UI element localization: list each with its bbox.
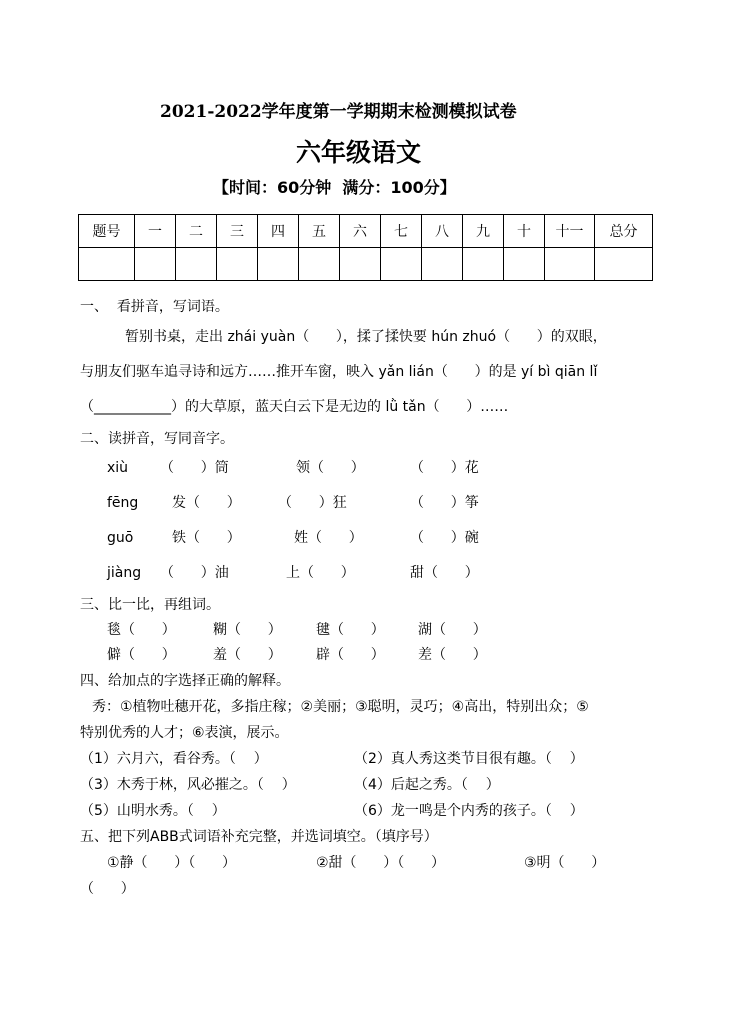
- score-header-cell: 二: [176, 215, 217, 248]
- score-cell[interactable]: [299, 248, 340, 281]
- score-header-cell: 十: [504, 215, 545, 248]
- q4-definition-1: 秀：①植物吐穗开花，多指庄稼；②美丽；③聪明，灵巧；④高出，特别出众；⑤: [92, 699, 589, 715]
- q2-blank[interactable]: 甜（ ）: [410, 565, 479, 581]
- q3-item[interactable]: 辟（ ）: [316, 647, 385, 663]
- q5-continuation[interactable]: （ ）: [80, 881, 135, 897]
- score-header-cell: 五: [299, 215, 340, 248]
- q1-line-1: 暂别书桌，走出 zhái yuàn（ ），揉了揉快要 hún zhuó（ ）的双眼，: [125, 329, 607, 345]
- q3-item[interactable]: 僻（ ）: [107, 647, 176, 663]
- exam-title: 2021-2022学年度第一学期期末检测模拟试卷: [160, 102, 517, 122]
- q2-pinyin: guō: [107, 530, 134, 546]
- q4-item[interactable]: （6）龙一鸣是个内秀的孩子。（ ）: [354, 803, 584, 819]
- score-cell[interactable]: [463, 248, 504, 281]
- q3-title: 三、比一比，再组词。: [80, 597, 220, 613]
- score-cell[interactable]: [176, 248, 217, 281]
- q3-item[interactable]: 毯（ ）: [107, 622, 176, 638]
- q2-pinyin: jiàng: [107, 565, 142, 581]
- q3-item[interactable]: 毽（ ）: [316, 622, 385, 638]
- score-table-header-row: [79, 215, 653, 248]
- q1-line-2: 与朋友们驱车追寻诗和远方……推开车窗，映入 yǎn lián（ ）的是 yí bì qiān lǐ: [80, 364, 598, 380]
- q4-title: 四、给加点的字选择正确的解释。: [80, 673, 290, 689]
- q1-title: 一、 看拼音，写词语。: [80, 299, 229, 315]
- score-cell[interactable]: [504, 248, 545, 281]
- score-cell[interactable]: [381, 248, 422, 281]
- q2-blank[interactable]: 领（ ）: [296, 460, 365, 476]
- q5-item[interactable]: ③明（ ）: [524, 855, 606, 871]
- q2-blank[interactable]: （ ）筝: [410, 495, 479, 511]
- score-header-cell: 题号: [79, 215, 135, 248]
- q2-blank[interactable]: （ ）花: [410, 460, 479, 476]
- q2-blank[interactable]: （ ）碗: [410, 530, 479, 546]
- score-header-cell: 十一: [545, 215, 595, 248]
- q4-definition-2: 特别优秀的人才；⑥表演，展示。: [80, 725, 289, 741]
- q4-item[interactable]: （1）六月六，看谷秀。（ ）: [80, 751, 268, 767]
- q4-item[interactable]: （4）后起之秀。（ ）: [354, 777, 500, 793]
- exam-subtitle: 六年级语文: [296, 138, 422, 167]
- q2-blank[interactable]: 铁（ ）: [172, 530, 241, 546]
- q2-blank[interactable]: 上（ ）: [286, 565, 355, 581]
- q2-blank[interactable]: （ ）狂: [278, 495, 347, 511]
- score-header-cell: 三: [217, 215, 258, 248]
- q3-item[interactable]: 糊（ ）: [213, 622, 282, 638]
- score-header-cell: 一: [135, 215, 176, 248]
- score-cell[interactable]: [595, 248, 653, 281]
- score-table: [78, 214, 653, 281]
- score-cell[interactable]: [340, 248, 381, 281]
- q4-item[interactable]: （5）山明水秀。（ ）: [80, 803, 226, 819]
- q5-title: 五、把下列ABB式词语补充完整，并选词填空。（填序号）: [80, 829, 438, 845]
- score-header-cell: 四: [258, 215, 299, 248]
- q5-item[interactable]: ②甜（ ）（ ）: [316, 855, 445, 871]
- q2-blank[interactable]: 姓（ ）: [294, 530, 363, 546]
- q2-pinyin: xiù: [107, 460, 129, 476]
- q2-title: 二、读拼音，写同音字。: [80, 431, 234, 447]
- score-header-cell: 八: [422, 215, 463, 248]
- score-cell[interactable]: [258, 248, 299, 281]
- q1-line-3: （___________）的大草原，蓝天白云下是无边的 lǜ tǎn（ ）……: [80, 399, 509, 415]
- q3-item[interactable]: 差（ ）: [418, 647, 487, 663]
- score-cell[interactable]: [217, 248, 258, 281]
- score-header-cell: 总分: [595, 215, 653, 248]
- q4-item[interactable]: （3）木秀于林，风必摧之。（ ）: [80, 777, 296, 793]
- q3-item[interactable]: 羞（ ）: [213, 647, 282, 663]
- score-header-cell: 九: [463, 215, 504, 248]
- score-cell[interactable]: [135, 248, 176, 281]
- q2-pinyin: fēng: [107, 495, 139, 511]
- q3-item[interactable]: 湖（ ）: [418, 622, 487, 638]
- score-cell[interactable]: [545, 248, 595, 281]
- q2-blank[interactable]: （ ）筒: [160, 460, 229, 476]
- q5-item[interactable]: ①静（ ）（ ）: [107, 855, 236, 871]
- score-table-blank-row: [79, 248, 653, 281]
- score-header-cell: 七: [381, 215, 422, 248]
- q2-blank[interactable]: （ ）油: [160, 565, 229, 581]
- score-header-cell: 六: [340, 215, 381, 248]
- q2-blank[interactable]: 发（ ）: [172, 495, 241, 511]
- q4-item[interactable]: （2）真人秀这类节目很有趣。（ ）: [354, 751, 584, 767]
- exam-info: 【时间：60分钟 满分：100分】: [213, 178, 456, 197]
- score-cell[interactable]: [422, 248, 463, 281]
- score-cell[interactable]: [79, 248, 135, 281]
